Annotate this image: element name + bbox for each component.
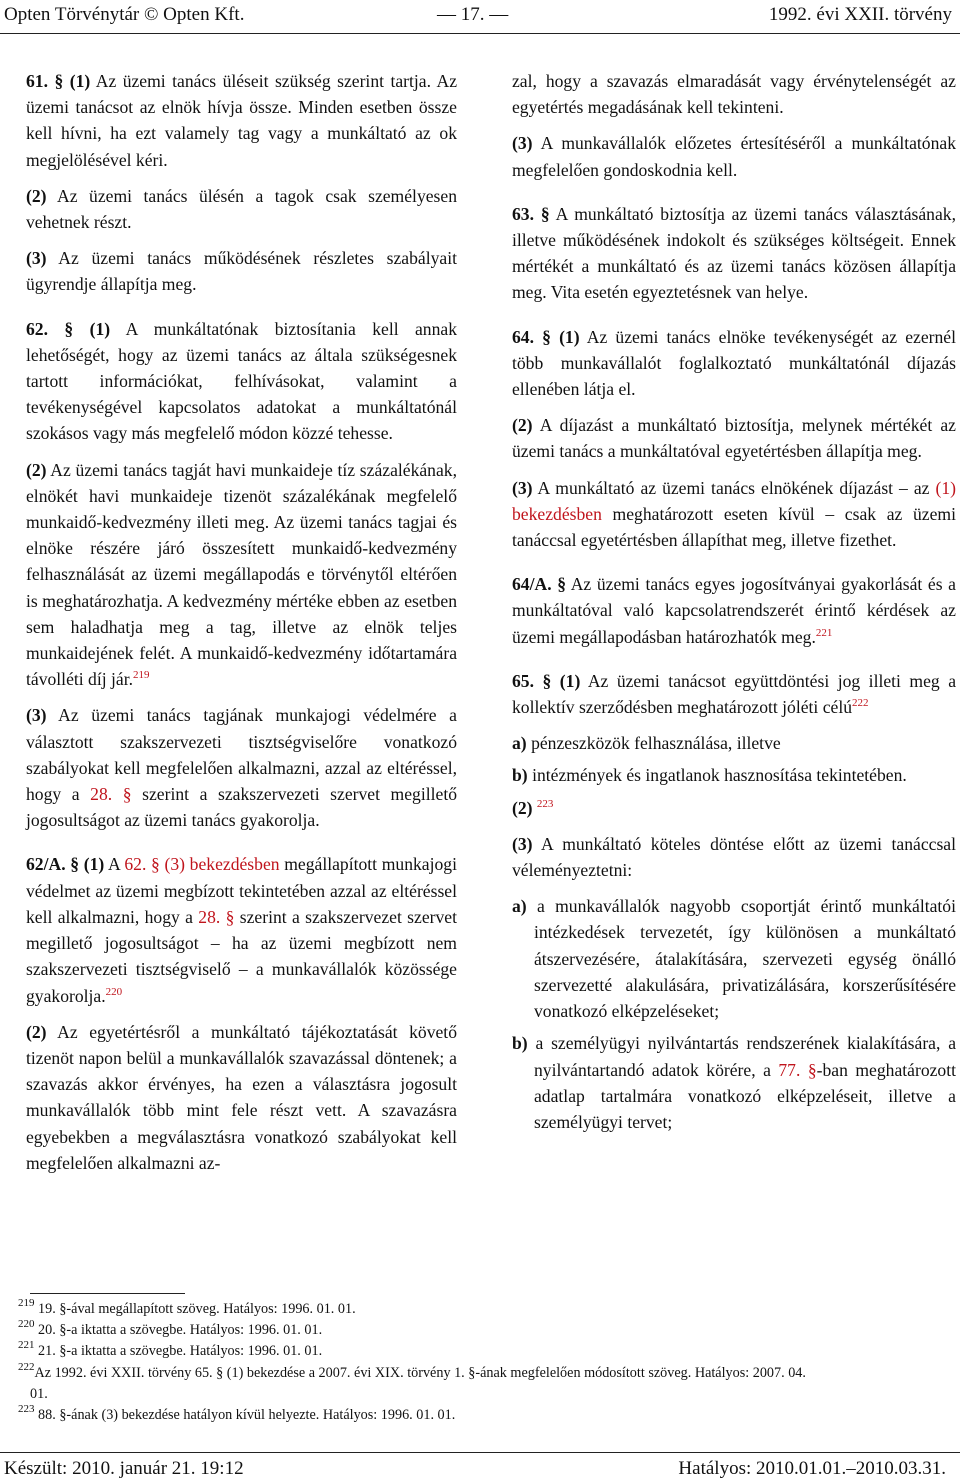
footnote-219: $^{219}$ 19. §-ával megállapított szöveg. Hatályos: 1996. 01. 01. [18, 1297, 356, 1317]
footnote-220: $^{220}$ 20. §-a iktatta a szövegbe. Hatályos: 1996. 01. 01. [18, 1318, 323, 1339]
section-62A-para-2: (2) Az egyetértésről a munkáltató tájékoztatását követő tizenöt napon belül a munkavállalók szavazással döntenek; a szavazás akkor érvényes, ha ezen a választásra jogosult munkavállalók több mint fele részt vett. A szavazásra egyebekben a megválasztásra vonatkozó szabályokat kell megfelelően alkalmazni az- [26, 1021, 457, 1173]
footnote-221: $^{221}$ 21. §-a iktatta a szövegbe. Hatályos: 1996. 01. 01. [18, 1339, 323, 1360]
page-header [0, 0, 960, 30]
footer-rule [0, 1452, 960, 1453]
section-64-para-1: 64. § (1) Az üzemi tanács elnöke tevékenységét az ezernél több munkavállalót foglalkoztató munkáltatónál díjazás ellenében látja el. [512, 326, 956, 400]
section-61-para-3: (3) Az üzemi tanács működésének részletes szabályait ügyrendje állapítja meg. [26, 248, 457, 295]
header-page-number: — 17. — [437, 4, 509, 25]
left-column [26, 68, 457, 1186]
footer-validity: Hatályos: 2010.01.01.–2010.03.31. [678, 1458, 946, 1479]
section-62-para-1: 62. § (1) A munkáltatónak biztosítania kell annak lehetőségét, hogy az üzemi tanács az általa szükségesnek tartott információkat, felhívásokat, valamint a tevékenységével kapcsolatos adatokat a munkáltatónál szokásos vagy más megfelelő módon közzé tehesse. [26, 318, 458, 444]
header-law-title: 1992. évi XXII. törvény [768, 4, 952, 25]
section-62A-para-2-continued: zal, hogy a szavazás elmaradását vagy érvénytelenségét az egyetértés megadásának kell tekinteni. [512, 71, 956, 118]
footnote-ref-221[interactable]: 221 [815, 626, 833, 639]
list-item-b: b) a személyügyi nyilvántartás rendszerének kialakítására, a nyilvántartandó adatok körére, a 77. §-ban meghatározott adatlap tartalmára vonatkozó elképzeléseit, illetve a személyügyi tervet; [512, 1033, 956, 1132]
section-65-para-3: (3) A munkáltató köteles döntése előtt az üzemi tanáccsal véleményeztetni: [512, 833, 956, 881]
link-section-62-para-3[interactable]: 62. § (3) bekezdésben [124, 854, 280, 875]
footnote-ref-219[interactable]: 219 [133, 669, 150, 682]
header-rule [0, 33, 960, 34]
footer-created: Készült: 2010. január 21. 19:12 [4, 1458, 244, 1479]
footnote-222: $^{222}$Az 1992. évi XXII. törvény 65. § (1) bekezdése a 2007. évi XIX. törvény 1. §-ának megfelelően módosított szöveg. Hatályos: 2007. 04. [18, 1360, 806, 1381]
link-para-1[interactable]: (1) bekezdésben [512, 477, 956, 524]
link-section-28[interactable]: 28. § [198, 906, 235, 927]
section-number: 63. [512, 203, 534, 224]
section-62A-para-1: 62/A. § (1) A 62. § (3) bekezdésben megállapított munkajogi védelmet az üzemi megbízott tekintetében azzal az eltéréssel kell alkalmazni, hogy a 28. § szerint a szakszervezet szervet megillető jogosultságot – ha az üzemi megbízott nem szakszervezeti tisztségviselő – a munkavállalók közössége gyakorolja.$^{220}$ [26, 854, 457, 1006]
section-number: 62/A. [26, 854, 66, 875]
section-number: 64. [512, 326, 534, 347]
list-item-a: a) a munkavállalók nagyobb csoportját érintő munkáltatói intézkedések tervezetét, így különösen a munkáltató átszervezésére, átalakítására, szervezeti egység önálló szervezetté alakulására, privatizálására, korszerűsítésére vonatkozó elképzeléseket; [512, 896, 956, 1022]
section-65-para-2: (2) $^{223}$ [512, 797, 554, 818]
section-61-para-2: (2) Az üzemi tanács ülésén a tagok csak személyesen vehetnek részt. [26, 185, 457, 233]
right-column [512, 68, 956, 1141]
header-publisher: Opten Törvénytár © Opten Kft. [4, 4, 245, 25]
section-number: 64/A. [512, 574, 552, 595]
section-number: 61. [26, 71, 48, 91]
section-62A-para-3: (3) A munkavállalók előzetes értesítéséről a munkáltatónak megfelelően gondoskodnia kell. [512, 133, 956, 180]
section-63: 63. § A munkáltató biztosítja az üzemi tanács választásának, illetve működésének indokolt és szükséges költségeit. Ennek mértékét a munkáltató és az üzemi tanács közösen állapítja meg. Vita esetén egyeztetésnek van helye. [512, 203, 956, 303]
link-section-77[interactable]: 77. § [778, 1059, 817, 1080]
section-64A: 64/A. § Az üzemi tanács egyes jogosítványai gyakorlását és a munkáltatóval való kapcsolatrendszerét érintő kérdések az üzemi megállapodásban határozhatók meg.$^{221}$ [512, 574, 956, 647]
list-item-b: b) intézmények és ingatlanok hasznosítása tekintetében. [512, 765, 907, 786]
footnote-ref-222[interactable]: 222 [852, 697, 869, 710]
section-number: 62. [26, 318, 48, 339]
link-section-28[interactable]: 28. § [90, 784, 132, 805]
section-64-para-3: (3) A munkáltató az üzemi tanács elnökének díjazást – az (1) bekezdésben meghatározott eseten kívül – csak az üzemi tanáccsal egyetértésben állapíthat meg, illetve fizethet. [512, 477, 956, 551]
section-61-para-1: 61. § (1) Az üzemi tanács üléseit szükség szerint tartja. Az üzemi tanácsot az elnök hívja össze. Minden esetben össze kell hívni, ha ezt valamely tag vagy a munkáltató az ok megjelölésével kéri. [26, 71, 457, 170]
footnote-222-continued: 01. [30, 1385, 48, 1402]
footnote-rule [30, 1293, 185, 1294]
list-item-a: a) pénzeszközök felhasználása, illetve [512, 733, 781, 754]
footnote-ref-220[interactable]: 220 [105, 985, 123, 998]
section-65-para-1: 65. § (1) Az üzemi tanácsot együttdöntési jog illeti meg a kollektív szerződésben meghatározott jóléti célú$^{222}$ [512, 670, 957, 718]
section-number: 65. [512, 670, 534, 691]
section-62-para-3: (3) Az üzemi tanács tagjának munkajogi védelmére a választott szakszervezeti tisztségviselőre vonatkozó szabályokat kell megfelelően alkalmazni, azzal az eltéréssel, hogy a 28. § szerint a szakszervezeti szervet megillető jogosultságot az üzemi tanács gyakorolja. [26, 705, 458, 831]
section-62-para-2: (2) Az üzemi tanács tagját havi munkaideje tíz százalékának, elnökét havi munkaideje tizenöt százalékának megfelelő munkaidő-kedvezmény illeti meg. Az üzemi tanács tagjai és elnöke részére járó összesített munkaidő-kedvezmény felhasználását az üzemi megállapodás e törvénytől eltérően is meghatározhatja. A kedvezmény mértéke ebben az esetben sem haladhatja meg a tag, illetve az elnök teljes munkaidejének felét. A munkaidő-kedvezmény időtartamára távolléti díj jár.$^{219}$ [26, 459, 457, 690]
section-64-para-2: (2) A díjazást a munkáltató biztosítja, melynek mértékét az üzemi tanács a munkáltatóval egyetértésben állapítja meg. [512, 415, 956, 462]
footnote-ref-223[interactable]: 223 [536, 797, 554, 810]
footnotes [0, 1299, 960, 1426]
footnote-223: $^{223}$ 88. §-ának (3) bekezdése hatályon kívül helyezte. Hatályos: 1996. 01. 01. [18, 1403, 456, 1424]
